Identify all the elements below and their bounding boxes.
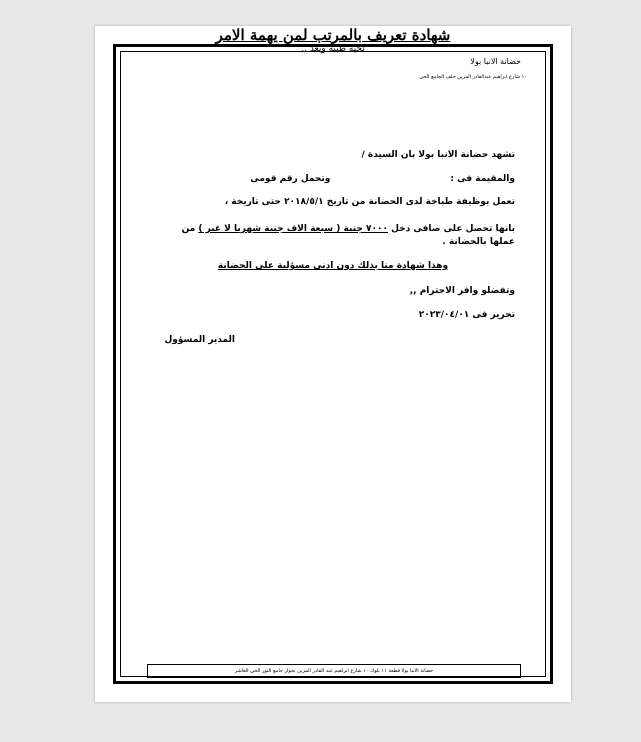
org-address: ١٠ شارع ابراهيم عبدالقادر المزين خلف الجامع الحي: [419, 74, 527, 80]
body-line-1: تشهد حضانة الانبا بولا بان السيدة /: [361, 150, 515, 160]
disclaimer-text: وهذا شهادة منا بذلك دون ادنى مسؤلية على الحضانة: [217, 261, 449, 271]
body-line-5: [95, 261, 571, 271]
footer-address: حضانة الانبا بولا قطعة ١١ بلوك ١٠ شارع ابراهيم عبد القادر المزين بجوار جامع النور الحي العاشر: [234, 668, 434, 674]
document-page: [95, 26, 571, 702]
org-name: حضانة الانبا بولا: [470, 57, 521, 66]
footer-box: [147, 664, 521, 678]
national-id-label: وتحمل رقم قومى: [250, 174, 331, 184]
body-line-3: تعمل بوظيفة طباخة لدى الحضانة من تاريخ ٢٠١٨/٥/١ حتى تاريخة ،: [224, 197, 515, 207]
page-border-inner: [120, 51, 546, 677]
greeting: تحية طيبة وبعد ,,: [301, 44, 365, 54]
document-title: [95, 26, 571, 44]
income-amount: ٧٠٠٠ جنية ( سبعة الاف جنية شهريا لا غير ): [198, 224, 388, 234]
body-line-4: [155, 223, 515, 249]
manager-signature: المدير المسؤول: [164, 335, 235, 345]
body-line-6: وتفضلو وافر الاحترام ,,: [409, 286, 515, 296]
income-suffix: من عملها بالحضانة .: [181, 224, 515, 247]
body-line-2: [155, 174, 515, 184]
document-title-text: شهادة تعريف بالمرتب لمن يهمة الامر: [215, 26, 451, 44]
residence-label: والمقيمة فى :: [450, 174, 515, 184]
page-border-outer: [113, 44, 553, 684]
income-prefix: بانها تحصل على صافى دخل: [391, 224, 515, 234]
issue-date-line: تحرير فى ٢٠٢٣/٠٤/٠١: [418, 310, 515, 320]
